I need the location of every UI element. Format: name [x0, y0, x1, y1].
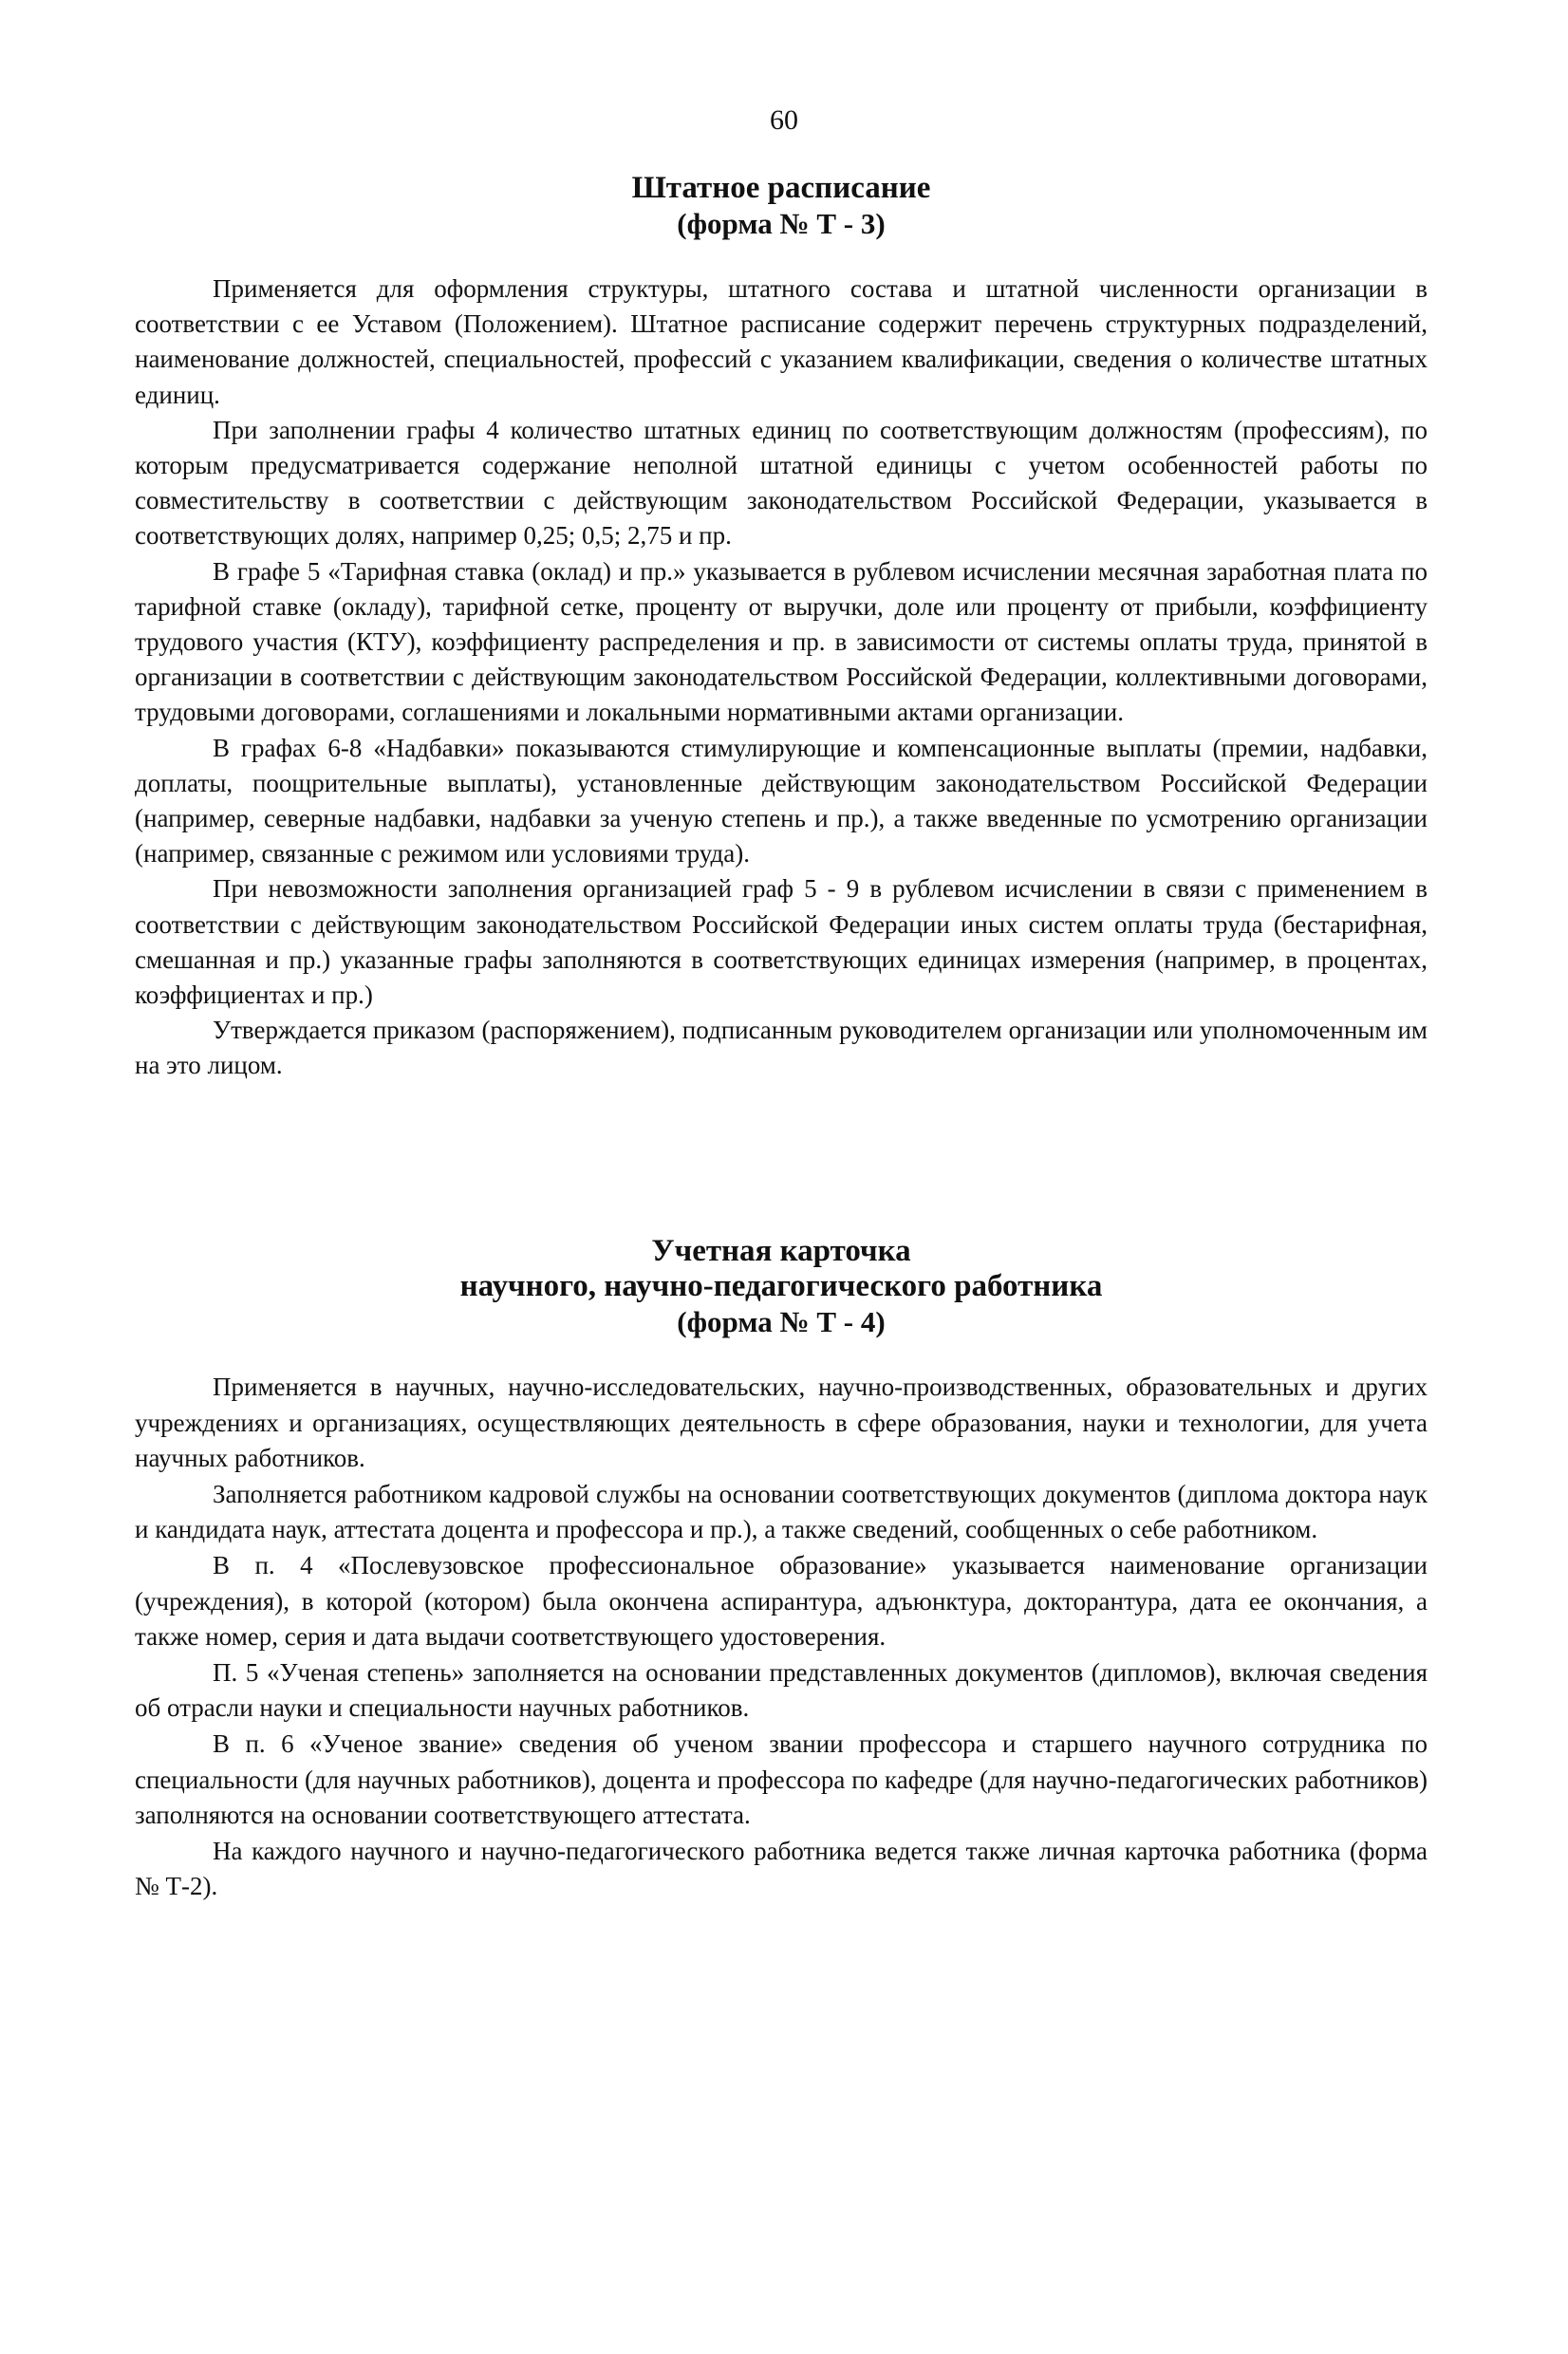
section-title: Штатное расписание	[631, 171, 931, 205]
section-staff-schedule	[135, 171, 1428, 1084]
paragraph: Заполняется работником кадровой службы на основании соответствующих документов (диплома доктора наук и кандидата наук, аттестата доцента и профессора и пр.), а также сведений, сообщенных о себе работником.	[135, 1479, 1428, 1544]
paragraph: П. 5 «Ученая степень» заполняется на основании представленных документов (дипломов), включая сведения об отрасли науки и специальности научных работников.	[135, 1657, 1428, 1723]
paragraph: При невозможности заполнения организацией граф 5 - 9 в рублевом исчислении в связи с применением в соответствии с действующим законодательством Российской Федерации иных систем оплаты труда (бестарифная, смешанная и пр.) указанные графы заполняются в соответствующих единицах измерения (например, в процентах, коэффициентах и пр.)	[135, 874, 1428, 1010]
paragraph: В п. 6 «Ученое звание» сведения об ученом звании профессора и старшего научного сотрудника по специальности (для научных работников), доцента и профессора по кафедре (для научно-педагогических работников) заполняются на основании соответствующего аттестата.	[135, 1728, 1428, 1830]
paragraph: При заполнении графы 4 количество штатных единиц по соответствующим должностям (профессиям), по которым предусматривается содержание неполной штатной единицы с учетом особенностей работы по совместительству в соответствии с действующим законодательством Российской Федерации, указывается в соответствующих долях, например 0,25; 0,5; 2,75 и пр.	[135, 415, 1428, 551]
paragraph: Утверждается приказом (распоряжением), подписанным руководителем организации или уполномоченным им на это лицом.	[135, 1016, 1428, 1080]
paragraph: Применяется для оформления структуры, штатного состава и штатной численности организации в соответствии с ее Уставом (Положением). Штатное расписание содержит перечень структурных подразделений, наименование должностей, специальностей, профессий с указанием квалификации, сведения о количестве штатных единиц.	[135, 274, 1428, 409]
paragraph: На каждого научного и научно-педагогического работника ведется также личная карточка работника (форма № Т-2).	[135, 1836, 1428, 1901]
page-number: 60	[770, 104, 798, 136]
paragraph: В графе 5 «Тарифная ставка (оклад) и пр.» указывается в рублевом исчислении месячная заработная плата по тарифной ставке (окладу), тарифной сетке, проценту от выручки, доле или проценту от прибыли, коэффициенту трудового участия (КТУ), коэффициенту распределения и пр. в зависимости от системы оплаты труда, принятой в организации в соответствии с действующим законодательством Российской Федерации, коллективными договорами, трудовыми договорами, соглашениями и локальными нормативными актами организации.	[135, 556, 1428, 727]
section-title-line-2: научного, научно-педагогического работника	[459, 1269, 1103, 1303]
section-form-number: (форма № Т - 3)	[677, 207, 886, 240]
paragraph: В п. 4 «Послевузовское профессиональное образование» указывается наименование организации (учреждения), в которой (котором) была окончена аспирантура, адъюнктура, докторантура, дата ее окончания, а также номер, серия и дата выдачи соответствующего удостоверения.	[135, 1550, 1428, 1652]
section-form-number: (форма № Т - 4)	[677, 1305, 886, 1338]
section-scientific-worker-card	[135, 1234, 1428, 1905]
paragraph: В графах 6-8 «Надбавки» показываются стимулирующие и компенсационные выплаты (премии, надбавки, доплаты, поощрительные выплаты), установленные действующим законодательством Российской Федерации (например, северные надбавки, надбавки за ученую степень и пр.), а также введенные по усмотрению организации (например, связанные с режимом или условиями труда).	[135, 733, 1428, 869]
paragraph: Применяется в научных, научно-исследовательских, научно-производственных, образовательных и других учреждениях и организациях, осуществляющих деятельность в сфере образования, науки и технологии, для учета научных работников.	[135, 1373, 1428, 1473]
section-title: Учетная карточка	[651, 1234, 911, 1268]
